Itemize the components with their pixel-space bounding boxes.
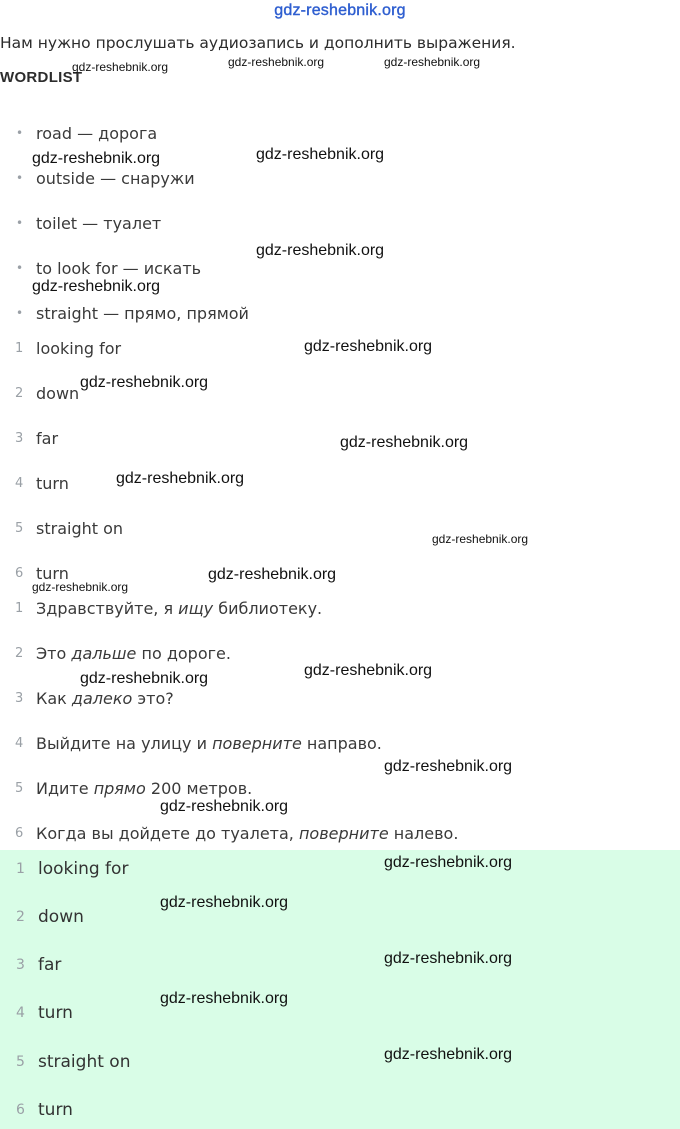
wordlist-heading: WORDLIST: [0, 69, 83, 86]
watermark: gdz-reshebnik.org: [80, 670, 209, 687]
watermark: gdz-reshebnik.org: [72, 60, 169, 74]
watermark: gdz-reshebnik.org: [160, 798, 289, 815]
watermark: gdz-reshebnik.org: [32, 278, 161, 295]
phrase-item: 4 turn: [15, 473, 69, 493]
watermark: gdz-reshebnik.org: [208, 566, 337, 583]
translation-item: 5 Идите прямо 200 метров.: [15, 778, 253, 798]
answer-item: 5 straight on: [16, 1052, 131, 1072]
wordlist-item: • toilet — туалет: [0, 212, 161, 234]
watermark: gdz-reshebnik.org: [304, 662, 433, 679]
wordlist-item: • road — дорога: [0, 122, 157, 144]
phrase-item: 1 looking for: [15, 338, 122, 358]
watermark: gdz-reshebnik.org: [384, 55, 481, 69]
site-title[interactable]: gdz-reshebnik.org: [274, 2, 406, 19]
answer-item: 3 far: [16, 955, 62, 975]
translation-item: 6 Когда вы дойдете до туалета, поверните налево.: [15, 823, 459, 843]
watermark: gdz-reshebnik.org: [160, 894, 289, 911]
answer-item: 4 turn: [16, 1003, 73, 1023]
watermark: gdz-reshebnik.org: [32, 150, 161, 167]
watermark: gdz-reshebnik.org: [340, 434, 469, 451]
watermark: gdz-reshebnik.org: [384, 854, 513, 871]
answer-box: [0, 850, 680, 1129]
translation-item: 4 Выйдите на улицу и поверните направо.: [15, 733, 382, 753]
translation-item: 2 Это дальше по дороге.: [15, 643, 231, 663]
bullet-icon: •: [16, 171, 24, 185]
watermark: gdz-reshebnik.org: [384, 1046, 513, 1063]
phrase-item: 3 far: [15, 428, 59, 448]
watermark: gdz-reshebnik.org: [160, 990, 289, 1007]
answer-item: 6 turn: [16, 1100, 73, 1120]
watermark: gdz-reshebnik.org: [116, 470, 245, 487]
phrase-item: 6 turn: [15, 563, 69, 583]
answer-item: 2 down: [16, 907, 84, 927]
watermark: gdz-reshebnik.org: [432, 532, 529, 546]
phrase-item: 5 straight on: [15, 518, 124, 538]
bullet-icon: •: [16, 261, 24, 275]
wordlist-item: • to look for — искать: [0, 257, 201, 279]
translation-item: 1 Здравствуйте, я ищу библиотеку.: [15, 598, 323, 618]
watermark: gdz-reshebnik.org: [256, 242, 385, 259]
bullet-icon: •: [16, 306, 24, 320]
watermark: gdz-reshebnik.org: [304, 338, 433, 355]
watermark: gdz-reshebnik.org: [256, 146, 385, 163]
watermark: gdz-reshebnik.org: [384, 758, 513, 775]
watermark: gdz-reshebnik.org: [32, 580, 129, 594]
translation-item: 3 Как далеко это?: [15, 688, 174, 708]
answer-item: 1 looking for: [16, 859, 129, 879]
bullet-icon: •: [16, 126, 24, 140]
watermark: gdz-reshebnik.org: [384, 950, 513, 967]
wordlist-item: • outside — снаружи: [0, 167, 195, 189]
wordlist-item: • straight — прямо, прямой: [0, 302, 249, 324]
task-instruction: Нам нужно прослушать аудиозапись и дополнить выражения.: [0, 34, 516, 52]
watermark: gdz-reshebnik.org: [228, 55, 325, 69]
phrase-item: 2 down: [15, 383, 80, 403]
bullet-icon: •: [16, 216, 24, 230]
watermark: gdz-reshebnik.org: [80, 374, 209, 391]
